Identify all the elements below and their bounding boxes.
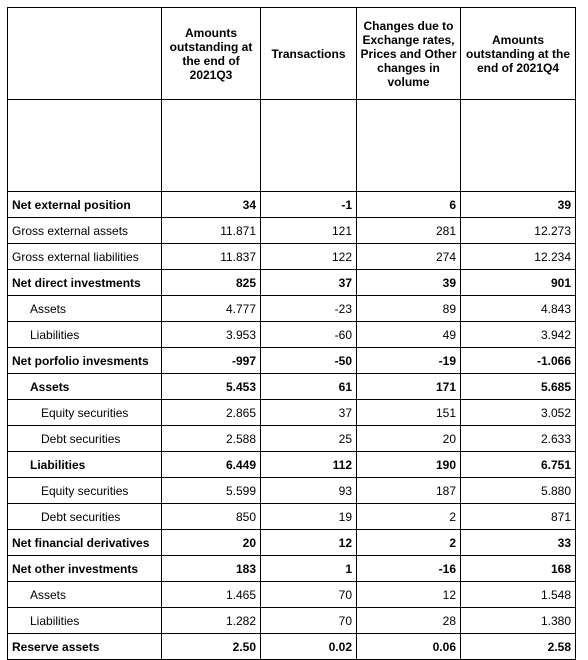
value-cell: 168: [461, 556, 576, 582]
value-cell: 70: [261, 582, 357, 608]
table-row: [8, 478, 576, 504]
row-label: Liabilities: [8, 608, 162, 634]
value-cell: 121: [261, 218, 357, 244]
value-cell: 187: [357, 478, 461, 504]
header-gap-row: [8, 100, 576, 192]
row-label: Debt securities: [8, 426, 162, 452]
value-cell: 12: [357, 582, 461, 608]
value-cell: 2: [357, 530, 461, 556]
header-transactions: Transactions: [261, 8, 357, 100]
value-cell: 93: [261, 478, 357, 504]
value-cell: 2.633: [461, 426, 576, 452]
value-cell: 122: [261, 244, 357, 270]
header-q4-outstanding: Amounts outstanding at the end of 2021Q4: [461, 8, 576, 100]
value-cell: -16: [357, 556, 461, 582]
value-cell: 20: [162, 530, 261, 556]
value-cell: -1.066: [461, 348, 576, 374]
value-cell: 2.588: [162, 426, 261, 452]
value-cell: 89: [357, 296, 461, 322]
table-row: [8, 426, 576, 452]
value-cell: 2: [357, 504, 461, 530]
value-cell: 1.282: [162, 608, 261, 634]
value-cell: 20: [357, 426, 461, 452]
value-cell: 6: [357, 192, 461, 218]
table-row: [8, 192, 576, 218]
row-label: Equity securities: [8, 478, 162, 504]
row-label: Net external position: [8, 192, 162, 218]
value-cell: 11.837: [162, 244, 261, 270]
value-cell: 2.865: [162, 400, 261, 426]
value-cell: 1.465: [162, 582, 261, 608]
value-cell: 37: [261, 270, 357, 296]
table-row: [8, 634, 576, 660]
value-cell: 281: [357, 218, 461, 244]
value-cell: 190: [357, 452, 461, 478]
table-row: [8, 504, 576, 530]
value-cell: 11.871: [162, 218, 261, 244]
value-cell: -50: [261, 348, 357, 374]
value-cell: 12: [261, 530, 357, 556]
header-other-changes: Changes due to Exchange rates, Prices and Other changes in volume: [357, 8, 461, 100]
table-body: [8, 192, 576, 660]
value-cell: 4.843: [461, 296, 576, 322]
value-cell: 33: [461, 530, 576, 556]
value-cell: 12.234: [461, 244, 576, 270]
value-cell: -23: [261, 296, 357, 322]
value-cell: 274: [357, 244, 461, 270]
table-row: [8, 374, 576, 400]
value-cell: 6.449: [162, 452, 261, 478]
row-label: Assets: [8, 582, 162, 608]
table-row: [8, 582, 576, 608]
header-row: [8, 8, 576, 100]
value-cell: 39: [357, 270, 461, 296]
value-cell: 6.751: [461, 452, 576, 478]
table-row: [8, 296, 576, 322]
value-cell: 28: [357, 608, 461, 634]
value-cell: 39: [461, 192, 576, 218]
value-cell: 2.50: [162, 634, 261, 660]
value-cell: 1.380: [461, 608, 576, 634]
row-label: Equity securities: [8, 400, 162, 426]
row-label: Gross external assets: [8, 218, 162, 244]
value-cell: -1: [261, 192, 357, 218]
value-cell: 5.880: [461, 478, 576, 504]
table-row: [8, 400, 576, 426]
row-label: Liabilities: [8, 452, 162, 478]
row-label: Net direct investments: [8, 270, 162, 296]
value-cell: -19: [357, 348, 461, 374]
table-row: [8, 244, 576, 270]
value-cell: 19: [261, 504, 357, 530]
table-row: [8, 452, 576, 478]
row-label: Net porfolio invesments: [8, 348, 162, 374]
value-cell: 871: [461, 504, 576, 530]
value-cell: 1: [261, 556, 357, 582]
header-label-cell: [8, 8, 162, 100]
row-label: Reserve assets: [8, 634, 162, 660]
value-cell: 0.02: [261, 634, 357, 660]
value-cell: 0.06: [357, 634, 461, 660]
value-cell: -60: [261, 322, 357, 348]
value-cell: 850: [162, 504, 261, 530]
value-cell: -997: [162, 348, 261, 374]
row-label: Assets: [8, 296, 162, 322]
row-label: Liabilities: [8, 322, 162, 348]
value-cell: 25: [261, 426, 357, 452]
value-cell: 70: [261, 608, 357, 634]
table-container: [7, 7, 576, 660]
value-cell: 12.273: [461, 218, 576, 244]
value-cell: 37: [261, 400, 357, 426]
row-label: Assets: [8, 374, 162, 400]
table-row: [8, 270, 576, 296]
value-cell: 112: [261, 452, 357, 478]
value-cell: 825: [162, 270, 261, 296]
table-row: [8, 556, 576, 582]
value-cell: 5.599: [162, 478, 261, 504]
row-label: Net other investments: [8, 556, 162, 582]
row-label: Net financial derivatives: [8, 530, 162, 556]
external-position-table: [7, 7, 576, 660]
value-cell: 901: [461, 270, 576, 296]
value-cell: 3.942: [461, 322, 576, 348]
value-cell: 3.953: [162, 322, 261, 348]
value-cell: 61: [261, 374, 357, 400]
table-row: [8, 218, 576, 244]
value-cell: 183: [162, 556, 261, 582]
row-label: Debt securities: [8, 504, 162, 530]
header-q3-outstanding: Amounts outstanding at the end of 2021Q3: [162, 8, 261, 100]
value-cell: 3.052: [461, 400, 576, 426]
value-cell: 5.685: [461, 374, 576, 400]
table-row: [8, 530, 576, 556]
table-row: [8, 608, 576, 634]
value-cell: 2.58: [461, 634, 576, 660]
value-cell: 151: [357, 400, 461, 426]
value-cell: 171: [357, 374, 461, 400]
value-cell: 1.548: [461, 582, 576, 608]
value-cell: 4.777: [162, 296, 261, 322]
value-cell: 5.453: [162, 374, 261, 400]
value-cell: 49: [357, 322, 461, 348]
row-label: Gross external liabilities: [8, 244, 162, 270]
table-row: [8, 322, 576, 348]
value-cell: 34: [162, 192, 261, 218]
table-row: [8, 348, 576, 374]
